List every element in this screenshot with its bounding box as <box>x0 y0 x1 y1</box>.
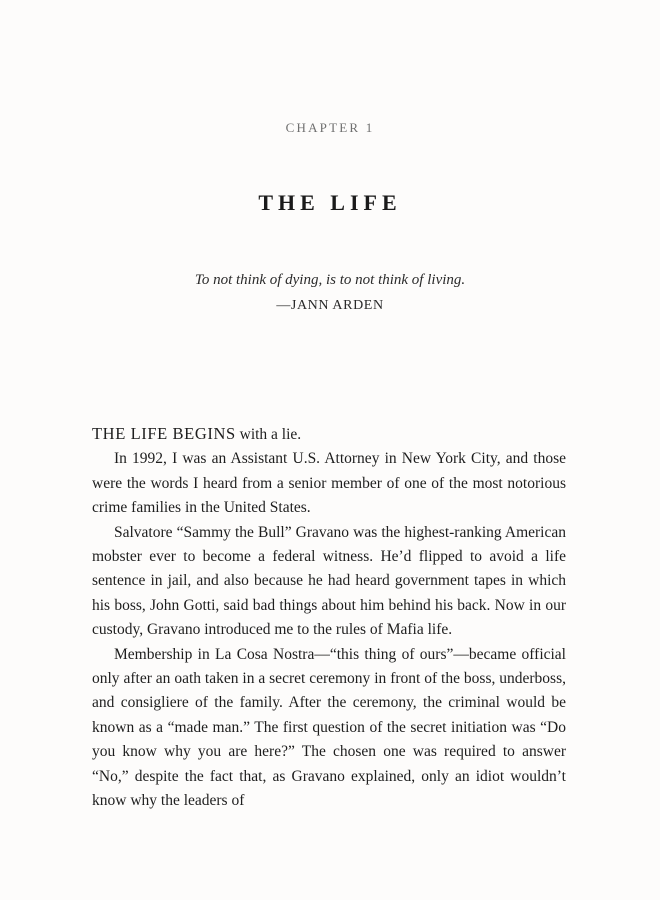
epigraph-attribution: —JANN ARDEN <box>276 298 384 313</box>
chapter-title: THE LIFE <box>258 190 402 215</box>
chapter-body <box>92 422 566 814</box>
chapter-label: CHAPTER 1 <box>285 120 375 135</box>
body-paragraph: Membership in La Cosa Nostra—“this thing of ours”—became official only after an oath taken in a secret ceremony in front of the boss, underboss, and consigliere of the family. After the ceremony, the criminal would be known as a “made man.” The first question of the secret initiation was “Do you know why you are here?” The chosen one was required to answer “No,” despite the fact that, as Gravano explained, only an idiot wouldn’t know why the leaders of <box>92 645 566 810</box>
body-paragraph: Salvatore “Sammy the Bull” Gravano was the highest-ranking American mobster ever to become a federal witness. He’d flipped to avoid a life sentence in jail, and also because he had heard government tapes in which his boss, John Gotti, said bad things about him behind his back. Now in our custody, Gravano introduced me to the rules of Mafia life. <box>92 523 566 639</box>
lead-in-small-caps: THE LIFE BEGINS <box>92 424 236 443</box>
opening-paragraph-text: with a lie. <box>235 426 302 443</box>
body-paragraph: In 1992, I was an Assistant U.S. Attorney in New York City, and those were the words I heard from a senior member of one of the most notorious crime families in the United States. <box>92 450 566 517</box>
opening-paragraph <box>92 422 566 447</box>
epigraph-quote: To not think of dying, is to not think of living. <box>194 272 466 288</box>
